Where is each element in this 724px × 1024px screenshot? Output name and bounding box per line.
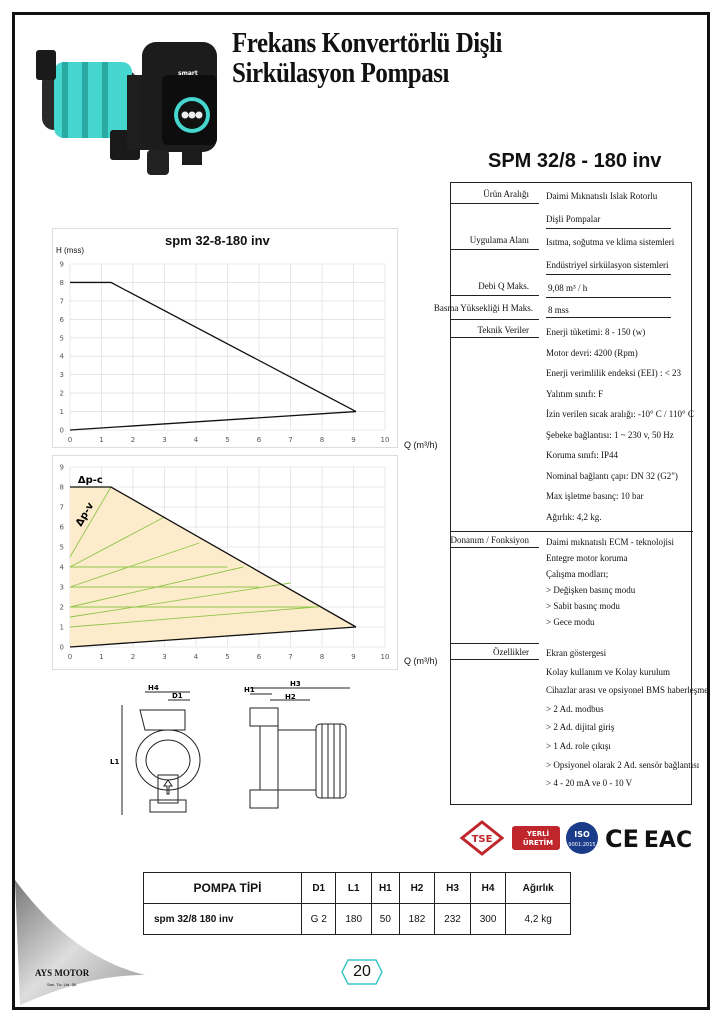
divider (451, 547, 539, 548)
x-tick-label: 2 (130, 436, 136, 444)
page-title (232, 28, 502, 88)
label-dpv: Δp-v (74, 500, 97, 529)
spec-urun-val2: Dişli Pompalar (546, 214, 601, 224)
spec-don-item: > Gece modu (546, 617, 595, 627)
page-curl-decoration (15, 880, 155, 1010)
x-tick-label: 0 (67, 653, 73, 661)
tse-logo: TSE (471, 834, 493, 845)
x-tick-label: 6 (256, 653, 262, 661)
spec-oz-item: > 4 - 20 mA ve 0 - 10 V (546, 778, 633, 789)
spec-uyg-val1: Isıtma, soğutma ve klima sistemleri (546, 237, 675, 247)
table-cell: G 2 (302, 904, 336, 935)
iso-logo: ISO (574, 830, 590, 839)
y-tick-label: 3 (59, 583, 64, 592)
spec-tek-item: İzin verilen sıcak aralığı: -10° C / 110° C (546, 409, 694, 419)
spec-oz-item: Ekran göstergesi (546, 648, 607, 658)
spec-uyg-val2: Endüstriyel sirkülasyon sistemleri (546, 260, 669, 270)
divider (451, 659, 539, 660)
brand-sub: San. Tic. Ltd. Şti. (47, 982, 78, 987)
table-header-cell: D1 (302, 873, 336, 904)
x-tick-label: 5 (225, 653, 230, 661)
pump-image (32, 20, 227, 195)
spec-tek-item: Koruma sınıfı: IP44 (546, 450, 618, 460)
yerli-logo-1: YERLİ (526, 830, 550, 838)
y-tick-label: 9 (59, 260, 64, 269)
y-tick-label: 5 (59, 543, 64, 552)
spec-oz-item: > 1 Ad. role çıkışı (546, 741, 611, 751)
divider (546, 228, 671, 229)
x-tick-label: 5 (225, 436, 230, 444)
chart-2-xlabel: Q (m³/h) (404, 656, 438, 666)
x-tick-label: 10 (380, 653, 390, 661)
model-name: SPM 32/8 - 180 inv (488, 150, 662, 172)
spec-don-item: Daimi mıknatıslı ECM - teknolojisi (546, 537, 674, 547)
x-tick-label: 1 (99, 436, 104, 444)
y-tick-label: 9 (59, 463, 64, 472)
divider (546, 274, 671, 275)
spec-oz-item: > 2 Ad. dijital giriş (546, 722, 615, 733)
y-tick-label: 7 (59, 297, 64, 306)
spec-debi-val: 9,08 m³ / h (548, 283, 588, 293)
dim-l1: L1 (110, 758, 120, 766)
y-tick-label: 7 (59, 503, 64, 512)
y-tick-label: 1 (59, 623, 64, 632)
x-tick-label: 7 (288, 653, 293, 661)
spec-don-item: > Sabit basınç modu (546, 601, 620, 611)
dim-h4: H4 (148, 684, 159, 692)
y-tick-label: 4 (59, 563, 64, 572)
y-tick-label: 2 (59, 603, 64, 612)
spec-uyg-label: Uygulama Alanı (469, 235, 529, 245)
spec-oz-item: > 2 Ad. modbus (546, 703, 604, 714)
spec-don-item: > Değişken basınç modu (546, 585, 636, 595)
chart-2 (52, 458, 398, 670)
y-tick-label: 8 (59, 483, 64, 492)
divider (451, 531, 693, 532)
table-header-cell: H4 (470, 873, 506, 904)
table-row (144, 904, 571, 935)
spec-urun-val1: Daimi Mıknatıslı Islak Rotorlu (546, 191, 658, 201)
spec-tek-item: Nominal bağlantı çapı: DN 32 (G2") (546, 470, 678, 481)
spec-tek-item: Ağırlık: 4,2 kg. (546, 511, 602, 522)
ce-mark: CE (604, 825, 640, 853)
chart-1-ylabel: H (mss) (56, 246, 84, 255)
y-tick-label: 5 (59, 334, 64, 343)
table-header-row (144, 873, 571, 904)
certification-logos (452, 818, 692, 858)
dimension-drawings (110, 680, 360, 820)
x-tick-label: 3 (162, 436, 167, 444)
table-cell: 180 (336, 904, 372, 935)
spec-oz-item: > Opsiyonel olarak 2 Ad. sensör bağlantısı (546, 759, 700, 770)
y-tick-label: 6 (59, 315, 64, 324)
x-tick-label: 0 (67, 436, 73, 444)
spec-urun-label: Ürün Aralığı (483, 189, 529, 199)
title-line2: Sirkülasyon Pompası (232, 57, 450, 89)
spec-oz-item: Cihazlar arası ve opsiyonel BMS haberleşme; (546, 685, 711, 696)
table-header-cell: H1 (371, 873, 399, 904)
divider (546, 297, 671, 298)
x-tick-label: 4 (193, 436, 199, 444)
page-number: 20 (353, 963, 371, 980)
spec-oz-label: Özellikler (493, 647, 529, 657)
spec-oz-item: Kolay kullanım ve Kolay kurulum (546, 666, 670, 677)
dim-h2: H2 (285, 693, 296, 701)
y-tick-label: 3 (59, 371, 64, 380)
dim-d1: D1 (172, 692, 183, 700)
table-cell: 182 (399, 904, 435, 935)
label-dpc: Δp-c (77, 475, 103, 486)
y-tick-label: 1 (59, 408, 64, 417)
x-tick-label: 7 (288, 436, 293, 444)
x-tick-label: 4 (193, 653, 199, 661)
x-tick-label: 8 (319, 653, 325, 661)
dim-h1: H1 (244, 686, 255, 694)
x-tick-label: 1 (99, 653, 104, 661)
table-header-cell: Ağırlık (506, 873, 571, 904)
spec-debi-label: Debi Q Maks. (478, 281, 529, 291)
x-tick-label: 6 (256, 436, 262, 444)
divider (451, 337, 539, 338)
spec-bas-label: Basma Yüksekliği H Maks. (433, 303, 533, 313)
spec-tek-item: Şebeke bağlantısı: 1 ~ 230 v, 50 Hz (546, 429, 674, 440)
title-line1: Frekans Konvertörlü Dişli (232, 27, 503, 59)
x-tick-label: 9 (351, 653, 356, 661)
divider (451, 643, 539, 644)
dim-h3: H3 (290, 680, 301, 688)
spec-tek-item: Enerji tüketimi: 8 - 150 (w) (546, 327, 646, 337)
table-cell: spm 32/8 180 inv (144, 904, 302, 935)
y-tick-label: 4 (59, 352, 64, 361)
divider (546, 317, 671, 318)
divider (451, 319, 539, 320)
divider (451, 295, 539, 296)
x-tick-label: 2 (130, 653, 136, 661)
spec-tek-item: Enerji verimlilik endeksi (EEI) : < 23 (546, 368, 682, 378)
table-cell: 300 (470, 904, 506, 935)
brand-logo: AYS MOTOR (35, 968, 90, 978)
chart-1-xlabel: Q (m³/h) (404, 440, 438, 450)
x-tick-label: 9 (351, 436, 356, 444)
iso-number: 9001:2015 (568, 842, 596, 848)
dimension-table (143, 872, 571, 935)
spec-don-item: Entegre motor koruma (546, 553, 628, 563)
y-tick-label: 6 (59, 523, 64, 532)
spec-don-item: Çalışma modları; (546, 569, 609, 579)
spec-tek-label: Teknik Veriler (477, 325, 529, 335)
series-max (70, 282, 356, 411)
table-header-cell: H2 (399, 873, 435, 904)
divider (451, 203, 539, 204)
spec-panel (433, 182, 711, 805)
table-header-cell: POMPA TİPİ (144, 873, 302, 904)
y-tick-label: 0 (59, 426, 64, 435)
spec-tek-item: Motor devri: 4200 (Rpm) (546, 347, 638, 358)
x-tick-label: 3 (162, 653, 167, 661)
table-header-cell: L1 (336, 873, 372, 904)
spec-tek-item: Max işletme basınç: 10 bar (546, 491, 644, 501)
x-tick-label: 8 (319, 436, 325, 444)
x-tick-label: 10 (380, 436, 390, 444)
table-cell: 4,2 kg (506, 904, 571, 935)
y-tick-label: 2 (59, 389, 64, 398)
spec-tek-item: Yalıtım sınıfı: F (546, 388, 604, 399)
chart-1-title: spm 32-8-180 inv (165, 233, 270, 248)
yerli-logo-2: ÜRETİM (522, 839, 554, 847)
divider (451, 249, 539, 250)
chart-1 (52, 255, 398, 450)
eac-mark: EAC (643, 828, 692, 853)
y-tick-label: 8 (59, 278, 64, 287)
series-min (70, 412, 356, 430)
pump-display-text: smart (178, 70, 198, 77)
table-header-cell: H3 (435, 873, 471, 904)
table-cell: 232 (435, 904, 471, 935)
table-cell: 50 (371, 904, 399, 935)
spec-bas-val: 8 mss (548, 305, 569, 315)
spec-don-label: Donanım / Fonksiyon (450, 535, 529, 545)
y-tick-label: 0 (59, 643, 64, 652)
